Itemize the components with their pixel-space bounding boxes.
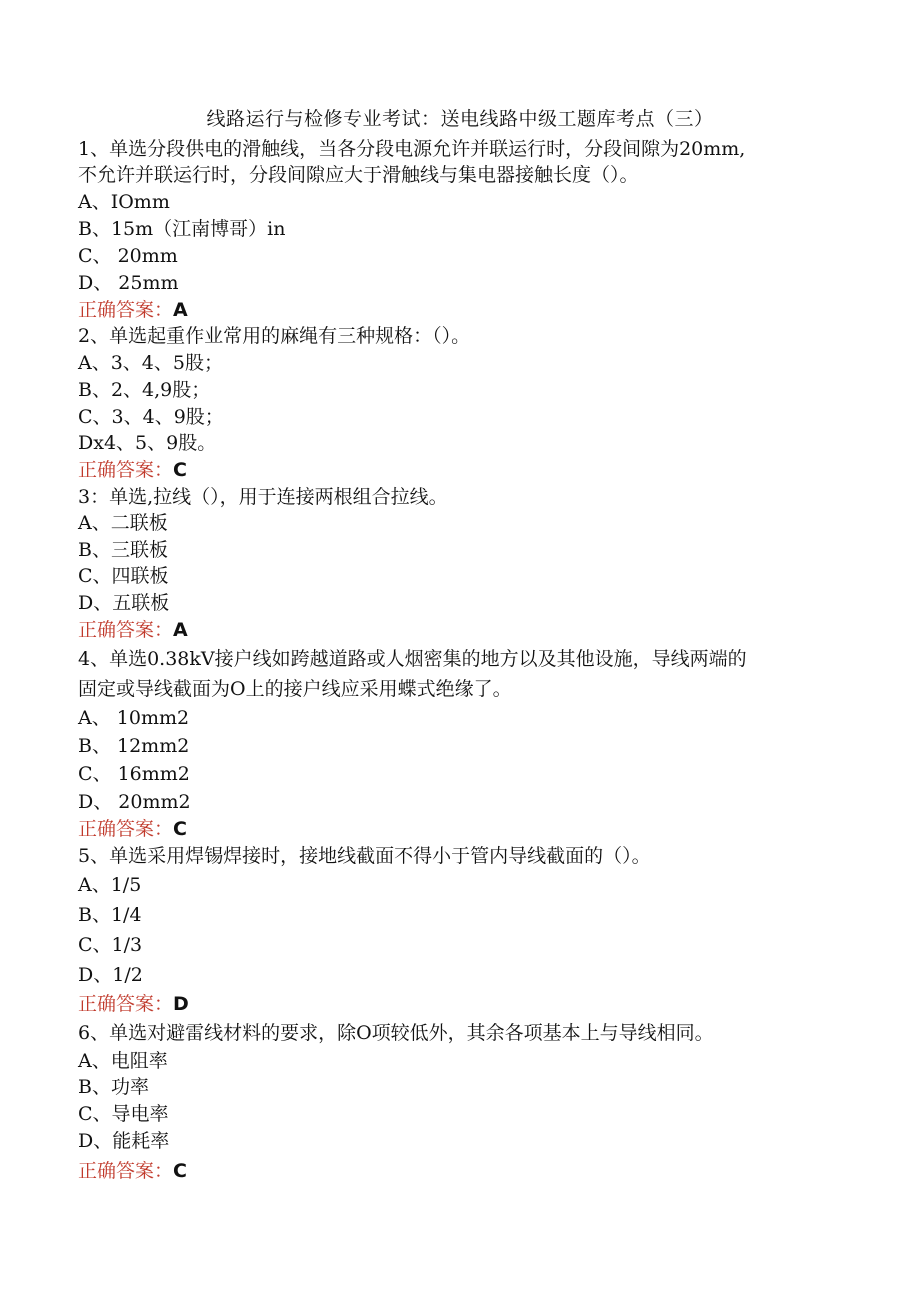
question-1-answer — [78, 297, 858, 323]
answer-label: 正确答案： — [78, 299, 174, 321]
question-1-option-b: B、15m（江南博哥）in — [78, 218, 286, 240]
question-5-answer — [78, 991, 858, 1017]
page-title: 线路运行与检修专业考试：送电线路中级工题库考点（三） — [206, 108, 714, 130]
question-2-option-b: B、2、4,9股； — [78, 379, 211, 401]
answer-value: C — [173, 459, 187, 481]
question-4-option-c: C、 16mm2 — [78, 763, 190, 785]
question-5-option-c: C、1/3 — [78, 934, 143, 956]
answer-value: D — [173, 993, 189, 1015]
answer-value: C — [173, 818, 187, 840]
question-4-text-line-2: 固定或导线截面为O上的接户线应采用蝶式绝缘了。 — [78, 678, 512, 700]
question-4-option-d: D、 20mm2 — [78, 791, 191, 813]
question-2-answer — [78, 457, 858, 483]
question-6-option-b: B、功率 — [78, 1076, 149, 1098]
answer-value: A — [173, 619, 188, 641]
question-1-text-line-1: 1、单选分段供电的滑触线，当各分段电源允许并联运行时，分段间隙为20mm, — [78, 138, 746, 160]
question-2-option-d: Dx4、5、9股。 — [78, 432, 217, 454]
answer-label: 正确答案： — [78, 993, 174, 1015]
question-3-option-b: B、三联板 — [78, 539, 168, 561]
question-5-text-line-1: 5、单选采用焊锡焊接时，接地线截面不得小于管内导线截面的（）。 — [78, 845, 651, 867]
question-3-option-d: D、五联板 — [78, 592, 170, 614]
question-1-option-c: C、 20mm — [78, 245, 178, 267]
question-1-option-d: D、 25mm — [78, 272, 179, 294]
question-2-text-line-1: 2、单选起重作业常用的麻绳有三种规格：（）。 — [78, 325, 471, 347]
question-2-option-c: C、3、4、9股； — [78, 406, 224, 428]
answer-value: A — [173, 299, 188, 321]
answer-label: 正确答案： — [78, 459, 174, 481]
question-1-option-a: A、IOmm — [78, 191, 170, 213]
question-3-text-line-1: 3：单选,拉线（），用于连接两根组合拉线。 — [78, 486, 448, 508]
question-6-option-d: D、能耗率 — [78, 1130, 170, 1152]
question-3-answer — [78, 617, 858, 643]
question-4-answer — [78, 816, 858, 842]
answer-label: 正确答案： — [78, 1160, 174, 1182]
answer-label: 正确答案： — [78, 818, 174, 840]
question-4-option-b: B、 12mm2 — [78, 735, 190, 757]
question-4-option-a: A、 10mm2 — [78, 707, 190, 729]
question-5-option-a: A、1/5 — [78, 874, 142, 896]
question-5-option-d: D、1/2 — [78, 964, 143, 986]
question-1-text-line-2: 不允许并联运行时，分段间隙应大于滑触线与集电器接触长度（）。 — [78, 164, 639, 186]
question-3-option-a: A、二联板 — [78, 512, 168, 534]
question-5-option-b: B、1/4 — [78, 904, 142, 926]
answer-value: C — [173, 1160, 187, 1182]
question-6-option-a: A、电阻率 — [78, 1050, 168, 1072]
answer-label: 正确答案： — [78, 619, 174, 641]
question-6-answer — [78, 1158, 858, 1184]
question-3-option-c: C、四联板 — [78, 565, 169, 587]
question-4-text-line-1: 4、单选0.38kV接户线如跨越道路或人烟密集的地方以及其他设施，导线两端的 — [78, 648, 747, 670]
question-2-option-a: A、3、4、5股； — [78, 352, 223, 374]
question-6-text-line-1: 6、单选对避雷线材料的要求，除O项较低外，其余各项基本上与导线相同。 — [78, 1022, 714, 1044]
question-6-option-c: C、导电率 — [78, 1103, 169, 1125]
